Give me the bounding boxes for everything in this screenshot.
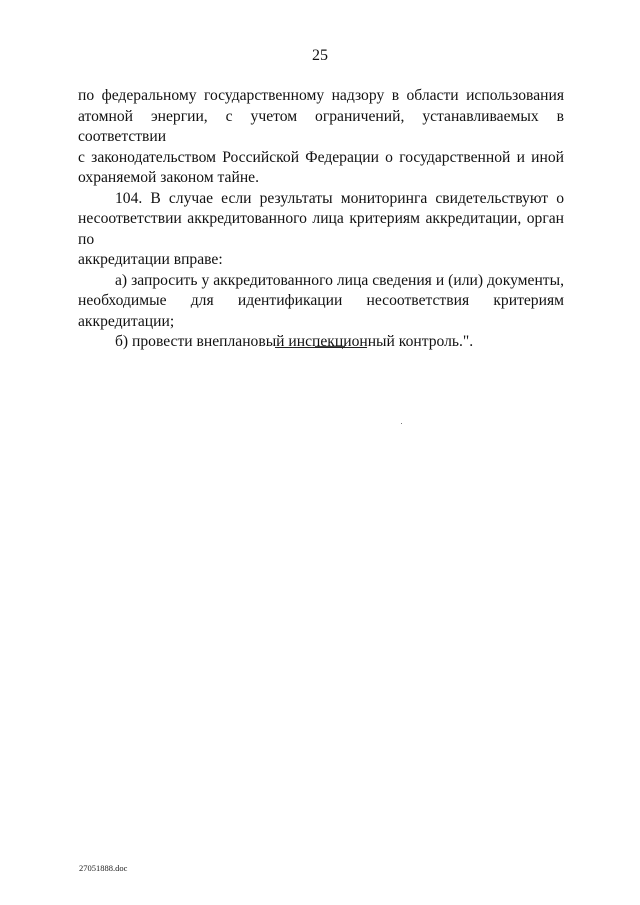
text-line: аккредитации вправе: <box>78 251 223 268</box>
document-code: 27051888.doc <box>79 863 128 873</box>
end-divider-mark <box>315 346 345 347</box>
text-line: 104. В случае если результаты мониторинга свидетельствуют о <box>115 189 564 207</box>
paragraph-item-104 <box>78 189 564 271</box>
text-line: необходимые для идентификации несоответствия критериям <box>78 292 564 309</box>
text-line: охраняемой законом тайне. <box>78 169 259 186</box>
end-divider-line <box>275 347 367 348</box>
text-line: атомной энергии, с учетом ограничений, устанавливаемых в соответствии <box>78 107 564 145</box>
paragraph-subitem-a <box>78 271 564 333</box>
body-text <box>78 86 564 353</box>
page-number: 25 <box>312 47 328 64</box>
text-line: б) провести внеплановый инспекционный контроль.". <box>115 333 474 350</box>
text-line: с законодательством Российской Федерации о государственной и иной <box>78 148 564 166</box>
text-line: аккредитации; <box>78 312 175 330</box>
text-line: а) запросить у аккредитованного лица сведения и (или) документы, <box>115 271 564 289</box>
text-line: по федеральному государственному надзору в области использования <box>78 87 564 104</box>
text-line: несоответствии аккредитованного лица критериям аккредитации, орган по <box>78 210 564 248</box>
paragraph-subitem-b <box>78 332 564 353</box>
paragraph-continuation <box>78 86 564 189</box>
scan-speck <box>401 423 402 424</box>
